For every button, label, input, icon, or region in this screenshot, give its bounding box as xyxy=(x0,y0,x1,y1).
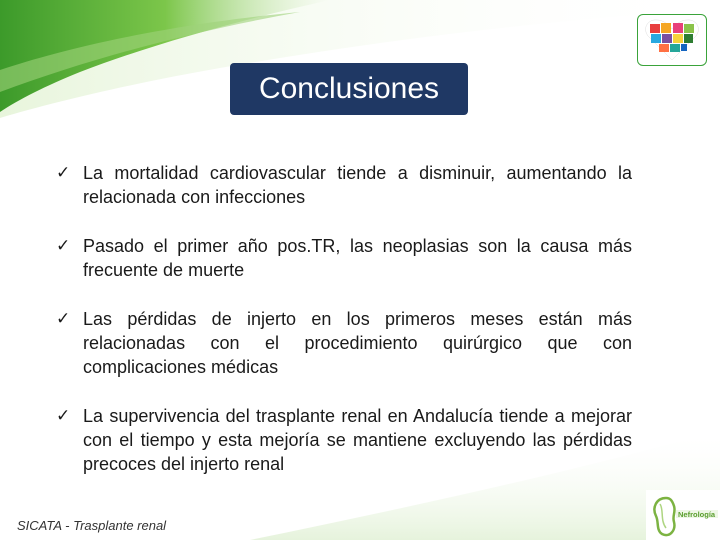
conclusions-list xyxy=(56,161,632,501)
nefrologia-logo-text: Nefrología xyxy=(678,510,716,519)
checkmark-icon: ✓ xyxy=(56,163,71,183)
heart-mosaic-logo xyxy=(637,14,707,66)
list-item xyxy=(56,161,632,209)
checkmark-icon: ✓ xyxy=(56,406,71,426)
bullet-text: Las pérdidas de injerto en los primeros meses están más relacionadas con el procedimiento quirúrgico que con complicaciones médicas xyxy=(83,309,632,377)
list-item xyxy=(56,404,632,476)
bullet-text: La supervivencia del trasplante renal en Andalucía tiende a mejorar con el tiempo y esta mejoría se mantiene excluyendo las pérdidas precoces del injerto renal xyxy=(83,406,632,474)
list-item xyxy=(56,307,632,379)
bullet-text: La mortalidad cardiovascular tiende a disminuir, aumentando la relacionada con infecciones xyxy=(83,163,632,207)
slide-title: Conclusiones xyxy=(230,63,468,115)
bullet-text: Pasado el primer año pos.TR, las neoplasias son la causa más frecuente de muerte xyxy=(83,236,632,280)
footer-caption: SICATA - Trasplante renal xyxy=(17,518,167,533)
heart-icon xyxy=(644,18,700,62)
checkmark-icon: ✓ xyxy=(56,236,71,256)
list-item xyxy=(56,234,632,282)
checkmark-icon: ✓ xyxy=(56,309,71,329)
nefrologia-logo xyxy=(646,490,720,540)
